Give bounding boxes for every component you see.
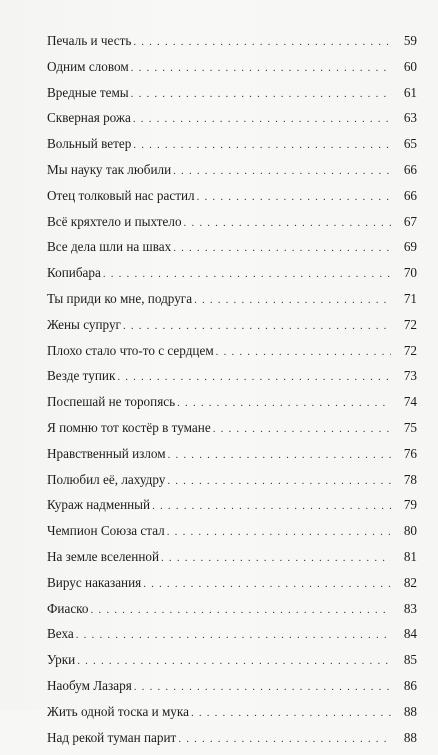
toc-leader-dots: [216, 344, 391, 360]
toc-entry: [47, 239, 417, 265]
toc-leader-dots: [103, 266, 391, 282]
toc-leader-dots: [213, 421, 391, 437]
toc-leader-dots: [117, 369, 391, 385]
toc-entry: [47, 446, 417, 472]
toc-leader-dots: [167, 524, 391, 540]
toc-entry-page: 74: [403, 394, 417, 410]
toc-entry-page: 79: [403, 497, 417, 513]
toc-entry: [47, 317, 417, 343]
toc-leader-dots: [184, 215, 391, 231]
toc-entry: [47, 136, 417, 162]
toc-entry-title: Я помню тот костёр в тумане: [47, 419, 211, 435]
toc-leader-dots: [134, 679, 391, 695]
toc-leader-dots: [191, 705, 391, 721]
toc-entry-page: 85: [403, 652, 417, 668]
toc-entry-title: Печаль и честь: [47, 33, 132, 48]
toc-entry-title: Ты приди ко мне, подруга: [47, 290, 193, 306]
toc-entry-page: 86: [403, 677, 417, 693]
toc-entry: [47, 110, 417, 136]
toc-entry: [47, 730, 417, 755]
toc-entry-page: 61: [403, 84, 417, 100]
toc-entry: [47, 59, 417, 85]
toc-entry-page: 72: [403, 316, 417, 332]
toc-entry-title: Вольный ветер: [47, 136, 132, 152]
toc-entry-title: Отец толковый нас растил: [47, 187, 195, 203]
toc-entry: [47, 523, 417, 549]
toc-entry-title: На земле вселенной: [47, 548, 160, 564]
toc-entry-page: 67: [403, 213, 417, 229]
toc-entry-title: Чемпион Союза стал: [47, 523, 165, 539]
toc-entry-page: 81: [403, 548, 417, 564]
toc-entry: [47, 497, 417, 523]
toc-leader-dots: [133, 34, 391, 50]
toc-leader-dots: [133, 137, 391, 153]
toc-entry: [47, 188, 417, 214]
toc-entry-title: Все дела шли на швах: [47, 239, 172, 255]
toc-leader-dots: [131, 86, 391, 102]
toc-entry: [47, 472, 417, 498]
toc-entry-page: 72: [403, 342, 417, 358]
toc-entry: [47, 291, 417, 317]
toc-entry-page: 59: [403, 33, 417, 48]
toc-entry-title: Урки: [47, 652, 76, 668]
toc-entry-title: Нравственный излом: [47, 445, 166, 461]
toc-entry-title: Копибара: [47, 265, 101, 281]
toc-leader-dots: [177, 395, 391, 411]
toc-entry-page: 88: [403, 729, 417, 745]
toc-entry-title: Скверная рожа: [47, 110, 131, 126]
toc-entry: [47, 652, 417, 678]
toc-leader-dots: [168, 447, 391, 463]
toc-entry-title: Фиаско: [47, 600, 89, 616]
toc-entry-page: 66: [403, 161, 417, 177]
toc-entry: [47, 678, 417, 704]
toc-entry: [47, 343, 417, 369]
toc-leader-dots: [197, 189, 391, 205]
toc-entry-page: 84: [403, 626, 417, 642]
toc-leader-dots: [123, 318, 391, 334]
toc-entry-page: 78: [403, 471, 417, 487]
toc-entry: [47, 420, 417, 446]
table-of-contents: [47, 33, 417, 755]
toc-entry-page: 69: [403, 239, 417, 255]
toc-entry: [47, 265, 417, 291]
toc-entry: [47, 33, 417, 59]
toc-entry-title: Наобум Лазаря: [47, 677, 132, 693]
toc-leader-dots: [152, 498, 391, 514]
toc-entry-title: Вирус наказания: [47, 574, 142, 590]
toc-entry-title: Плохо стало что-то с сердцем: [47, 342, 214, 358]
toc-leader-dots: [76, 627, 391, 643]
toc-entry: [47, 575, 417, 601]
toc-entry-title: Вредные темы: [47, 84, 129, 100]
toc-entry-title: Одним словом: [47, 58, 129, 74]
toc-leader-dots: [178, 731, 391, 747]
toc-leader-dots: [173, 240, 391, 256]
toc-leader-dots: [143, 576, 391, 592]
toc-leader-dots: [167, 473, 391, 489]
toc-entry: [47, 368, 417, 394]
toc-entry-title: Поспешай не торопясь: [47, 394, 176, 410]
toc-entry-page: 70: [403, 265, 417, 281]
toc-entry-title: Над рекой туман парит: [47, 729, 177, 745]
toc-entry-page: 80: [403, 523, 417, 539]
toc-entry: [47, 394, 417, 420]
toc-entry-page: 65: [403, 136, 417, 152]
toc-entry-page: 71: [403, 290, 417, 306]
toc-leader-dots: [161, 550, 391, 566]
toc-entry-page: 63: [403, 110, 417, 126]
toc-leader-dots: [194, 292, 391, 308]
toc-entry: [47, 626, 417, 652]
toc-entry-title: Веха: [47, 626, 74, 642]
toc-leader-dots: [77, 653, 391, 669]
toc-leader-dots: [91, 602, 391, 618]
toc-entry-page: 73: [403, 368, 417, 384]
toc-entry-page: 60: [403, 58, 417, 74]
toc-entry-page: 83: [403, 600, 417, 616]
toc-entry-title: Кураж надменный: [47, 497, 151, 513]
toc-entry-title: Всё кряхтело и пыхтело: [47, 213, 182, 229]
toc-entry-title: Мы науку так любили: [47, 161, 172, 177]
toc-entry: [47, 601, 417, 627]
toc-entry-title: Везде тупик: [47, 368, 116, 384]
toc-entry-page: 88: [403, 703, 417, 719]
toc-entry: [47, 85, 417, 111]
toc-entry-page: 75: [403, 419, 417, 435]
toc-entry-page: 82: [403, 574, 417, 590]
toc-entry-page: 66: [403, 187, 417, 203]
toc-entry-title: Жить одной тоска и мука: [47, 703, 189, 719]
toc-entry: [47, 549, 417, 575]
toc-leader-dots: [133, 111, 391, 127]
toc-entry: [47, 214, 417, 240]
toc-entry-title: Полюбил её, лахудру: [47, 471, 166, 487]
toc-entry: [47, 704, 417, 730]
toc-entry-page: 76: [403, 445, 417, 461]
toc-leader-dots: [131, 60, 391, 76]
toc-entry-title: Жены супруг: [47, 316, 121, 332]
toc-leader-dots: [173, 163, 391, 179]
toc-entry: [47, 162, 417, 188]
